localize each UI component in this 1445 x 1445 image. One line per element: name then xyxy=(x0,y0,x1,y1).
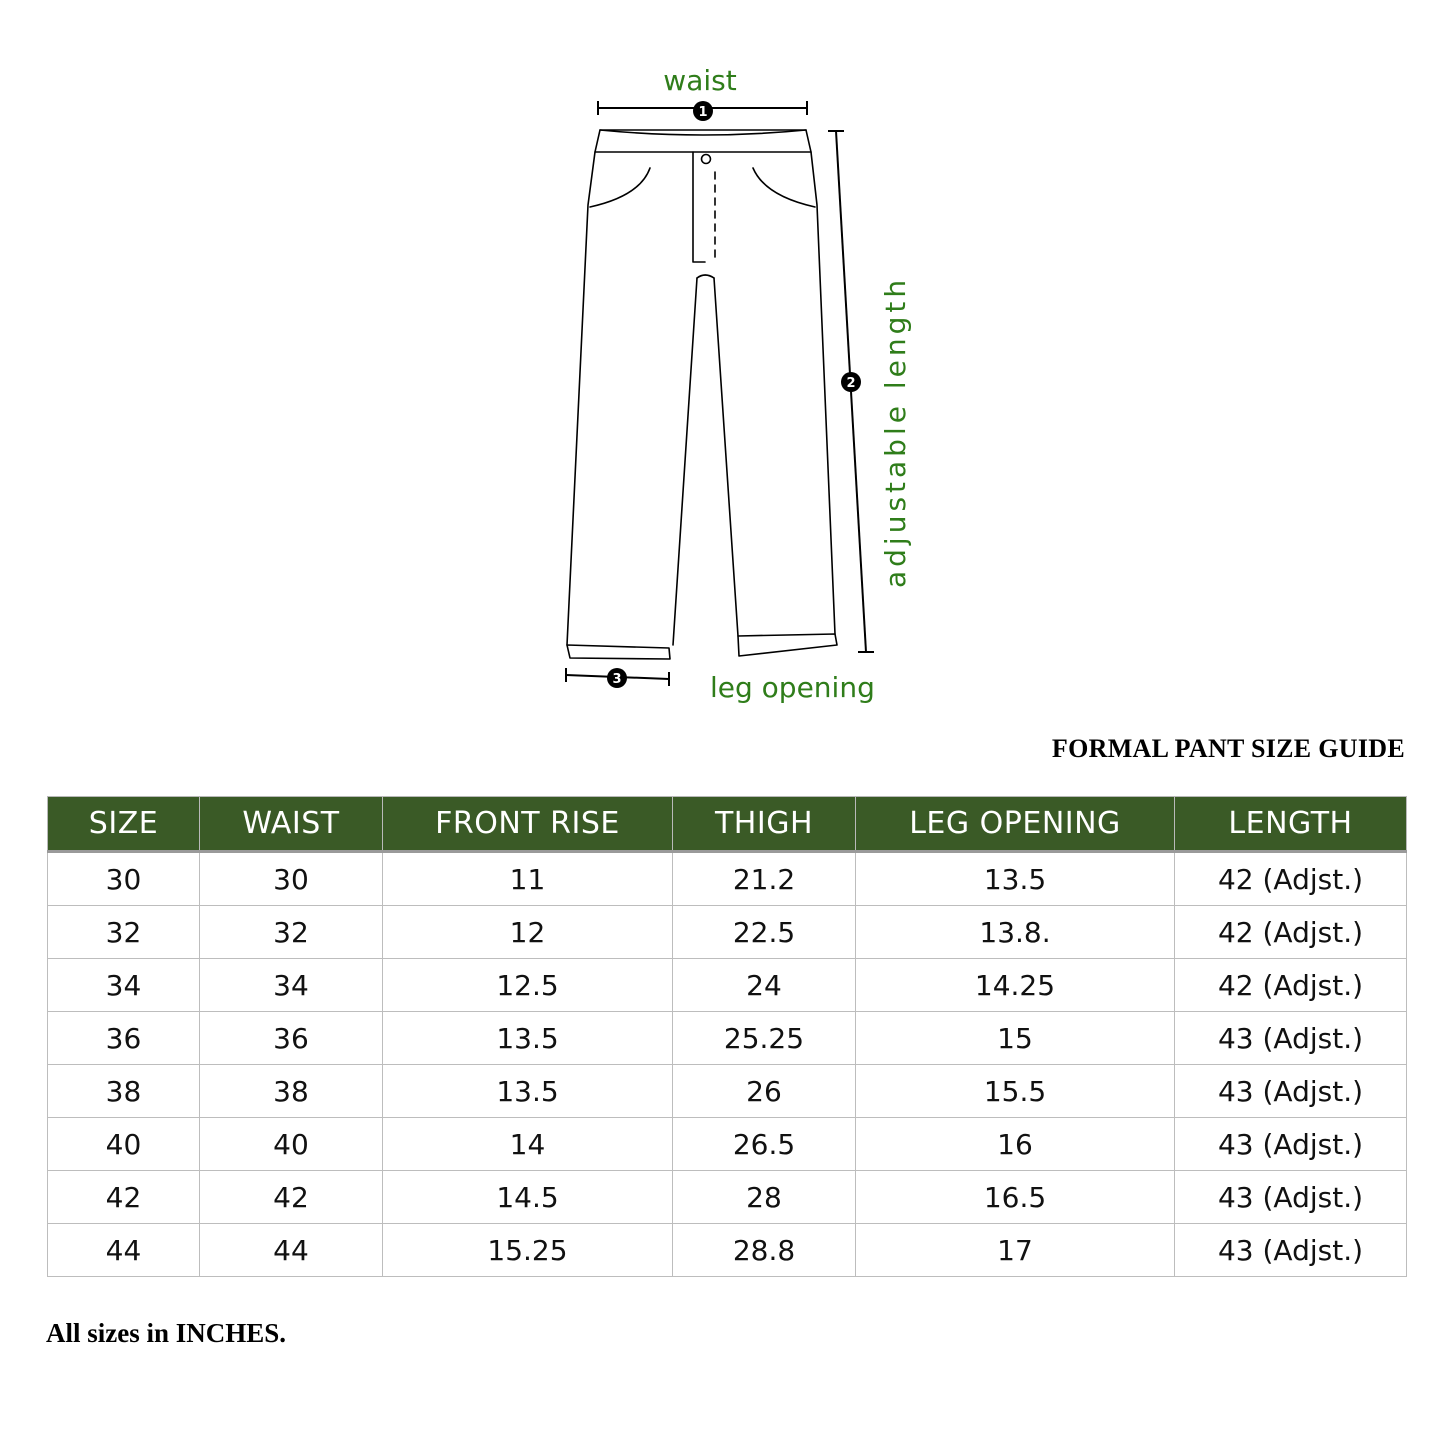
column-header: LENGTH xyxy=(1175,797,1407,852)
table-cell: 42 (Adjst.) xyxy=(1175,959,1407,1012)
table-cell: 14.25 xyxy=(856,959,1175,1012)
table-cell: 26 xyxy=(673,1065,856,1118)
table-cell: 11 xyxy=(383,852,673,906)
table-cell: 43 (Adjst.) xyxy=(1175,1012,1407,1065)
table-cell: 22.5 xyxy=(673,906,856,959)
table-cell: 44 xyxy=(48,1224,200,1277)
column-header: FRONT RISE xyxy=(383,797,673,852)
table-row xyxy=(48,1224,1407,1277)
table-cell: 13.5 xyxy=(856,852,1175,906)
table-cell: 38 xyxy=(48,1065,200,1118)
adjustable-length-label: adjustable length xyxy=(879,275,912,588)
table-cell: 15.25 xyxy=(383,1224,673,1277)
marker-1-number: 1 xyxy=(698,105,708,120)
table-cell: 43 (Adjst.) xyxy=(1175,1224,1407,1277)
table-row xyxy=(48,1065,1407,1118)
units-footnote: All sizes in INCHES. xyxy=(46,1318,287,1348)
table-cell: 44 xyxy=(200,1224,383,1277)
table-cell: 40 xyxy=(48,1118,200,1171)
size-guide-table xyxy=(47,796,1407,1277)
pant-outline-icon xyxy=(567,130,837,659)
leg-opening-label: leg opening xyxy=(710,671,875,704)
table-cell: 12.5 xyxy=(383,959,673,1012)
table-row xyxy=(48,1118,1407,1171)
table-cell: 14.5 xyxy=(383,1171,673,1224)
table-cell: 30 xyxy=(48,852,200,906)
table-cell: 26.5 xyxy=(673,1118,856,1171)
waist-label: waist xyxy=(663,64,737,97)
table-cell: 13.5 xyxy=(383,1012,673,1065)
table-cell: 36 xyxy=(48,1012,200,1065)
table-header-row xyxy=(48,797,1407,852)
table-cell: 13.8. xyxy=(856,906,1175,959)
table-cell: 42 (Adjst.) xyxy=(1175,852,1407,906)
table-cell: 24 xyxy=(673,959,856,1012)
table-cell: 34 xyxy=(200,959,383,1012)
table-row xyxy=(48,906,1407,959)
table-cell: 42 xyxy=(48,1171,200,1224)
marker-2-number: 2 xyxy=(846,376,856,391)
table-cell: 43 (Adjst.) xyxy=(1175,1118,1407,1171)
table-cell: 43 (Adjst.) xyxy=(1175,1171,1407,1224)
table-cell: 30 xyxy=(200,852,383,906)
table-cell: 42 (Adjst.) xyxy=(1175,906,1407,959)
column-header: SIZE xyxy=(48,797,200,852)
marker-3-number: 3 xyxy=(612,672,622,687)
table-cell: 38 xyxy=(200,1065,383,1118)
table-cell: 25.25 xyxy=(673,1012,856,1065)
table-cell: 34 xyxy=(48,959,200,1012)
table-cell: 42 xyxy=(200,1171,383,1224)
table-row xyxy=(48,1171,1407,1224)
size-guide-title: FORMAL PANT SIZE GUIDE xyxy=(1051,734,1405,763)
table-cell: 43 (Adjst.) xyxy=(1175,1065,1407,1118)
table-cell: 15.5 xyxy=(856,1065,1175,1118)
table-cell: 28 xyxy=(673,1171,856,1224)
table-cell: 32 xyxy=(48,906,200,959)
table-row xyxy=(48,959,1407,1012)
table-row xyxy=(48,1012,1407,1065)
column-header: THIGH xyxy=(673,797,856,852)
table-body xyxy=(48,852,1407,1277)
table-cell: 12 xyxy=(383,906,673,959)
table-row xyxy=(48,852,1407,906)
table-cell: 40 xyxy=(200,1118,383,1171)
table-cell: 16 xyxy=(856,1118,1175,1171)
table-cell: 13.5 xyxy=(383,1065,673,1118)
table-cell: 32 xyxy=(200,906,383,959)
column-header: LEG OPENING xyxy=(856,797,1175,852)
table-cell: 17 xyxy=(856,1224,1175,1277)
table-cell: 28.8 xyxy=(673,1224,856,1277)
pant-measurement-diagram xyxy=(0,0,1445,720)
table-cell: 21.2 xyxy=(673,852,856,906)
table-cell: 15 xyxy=(856,1012,1175,1065)
table-cell: 36 xyxy=(200,1012,383,1065)
table-cell: 14 xyxy=(383,1118,673,1171)
column-header: WAIST xyxy=(200,797,383,852)
table-cell: 16.5 xyxy=(856,1171,1175,1224)
